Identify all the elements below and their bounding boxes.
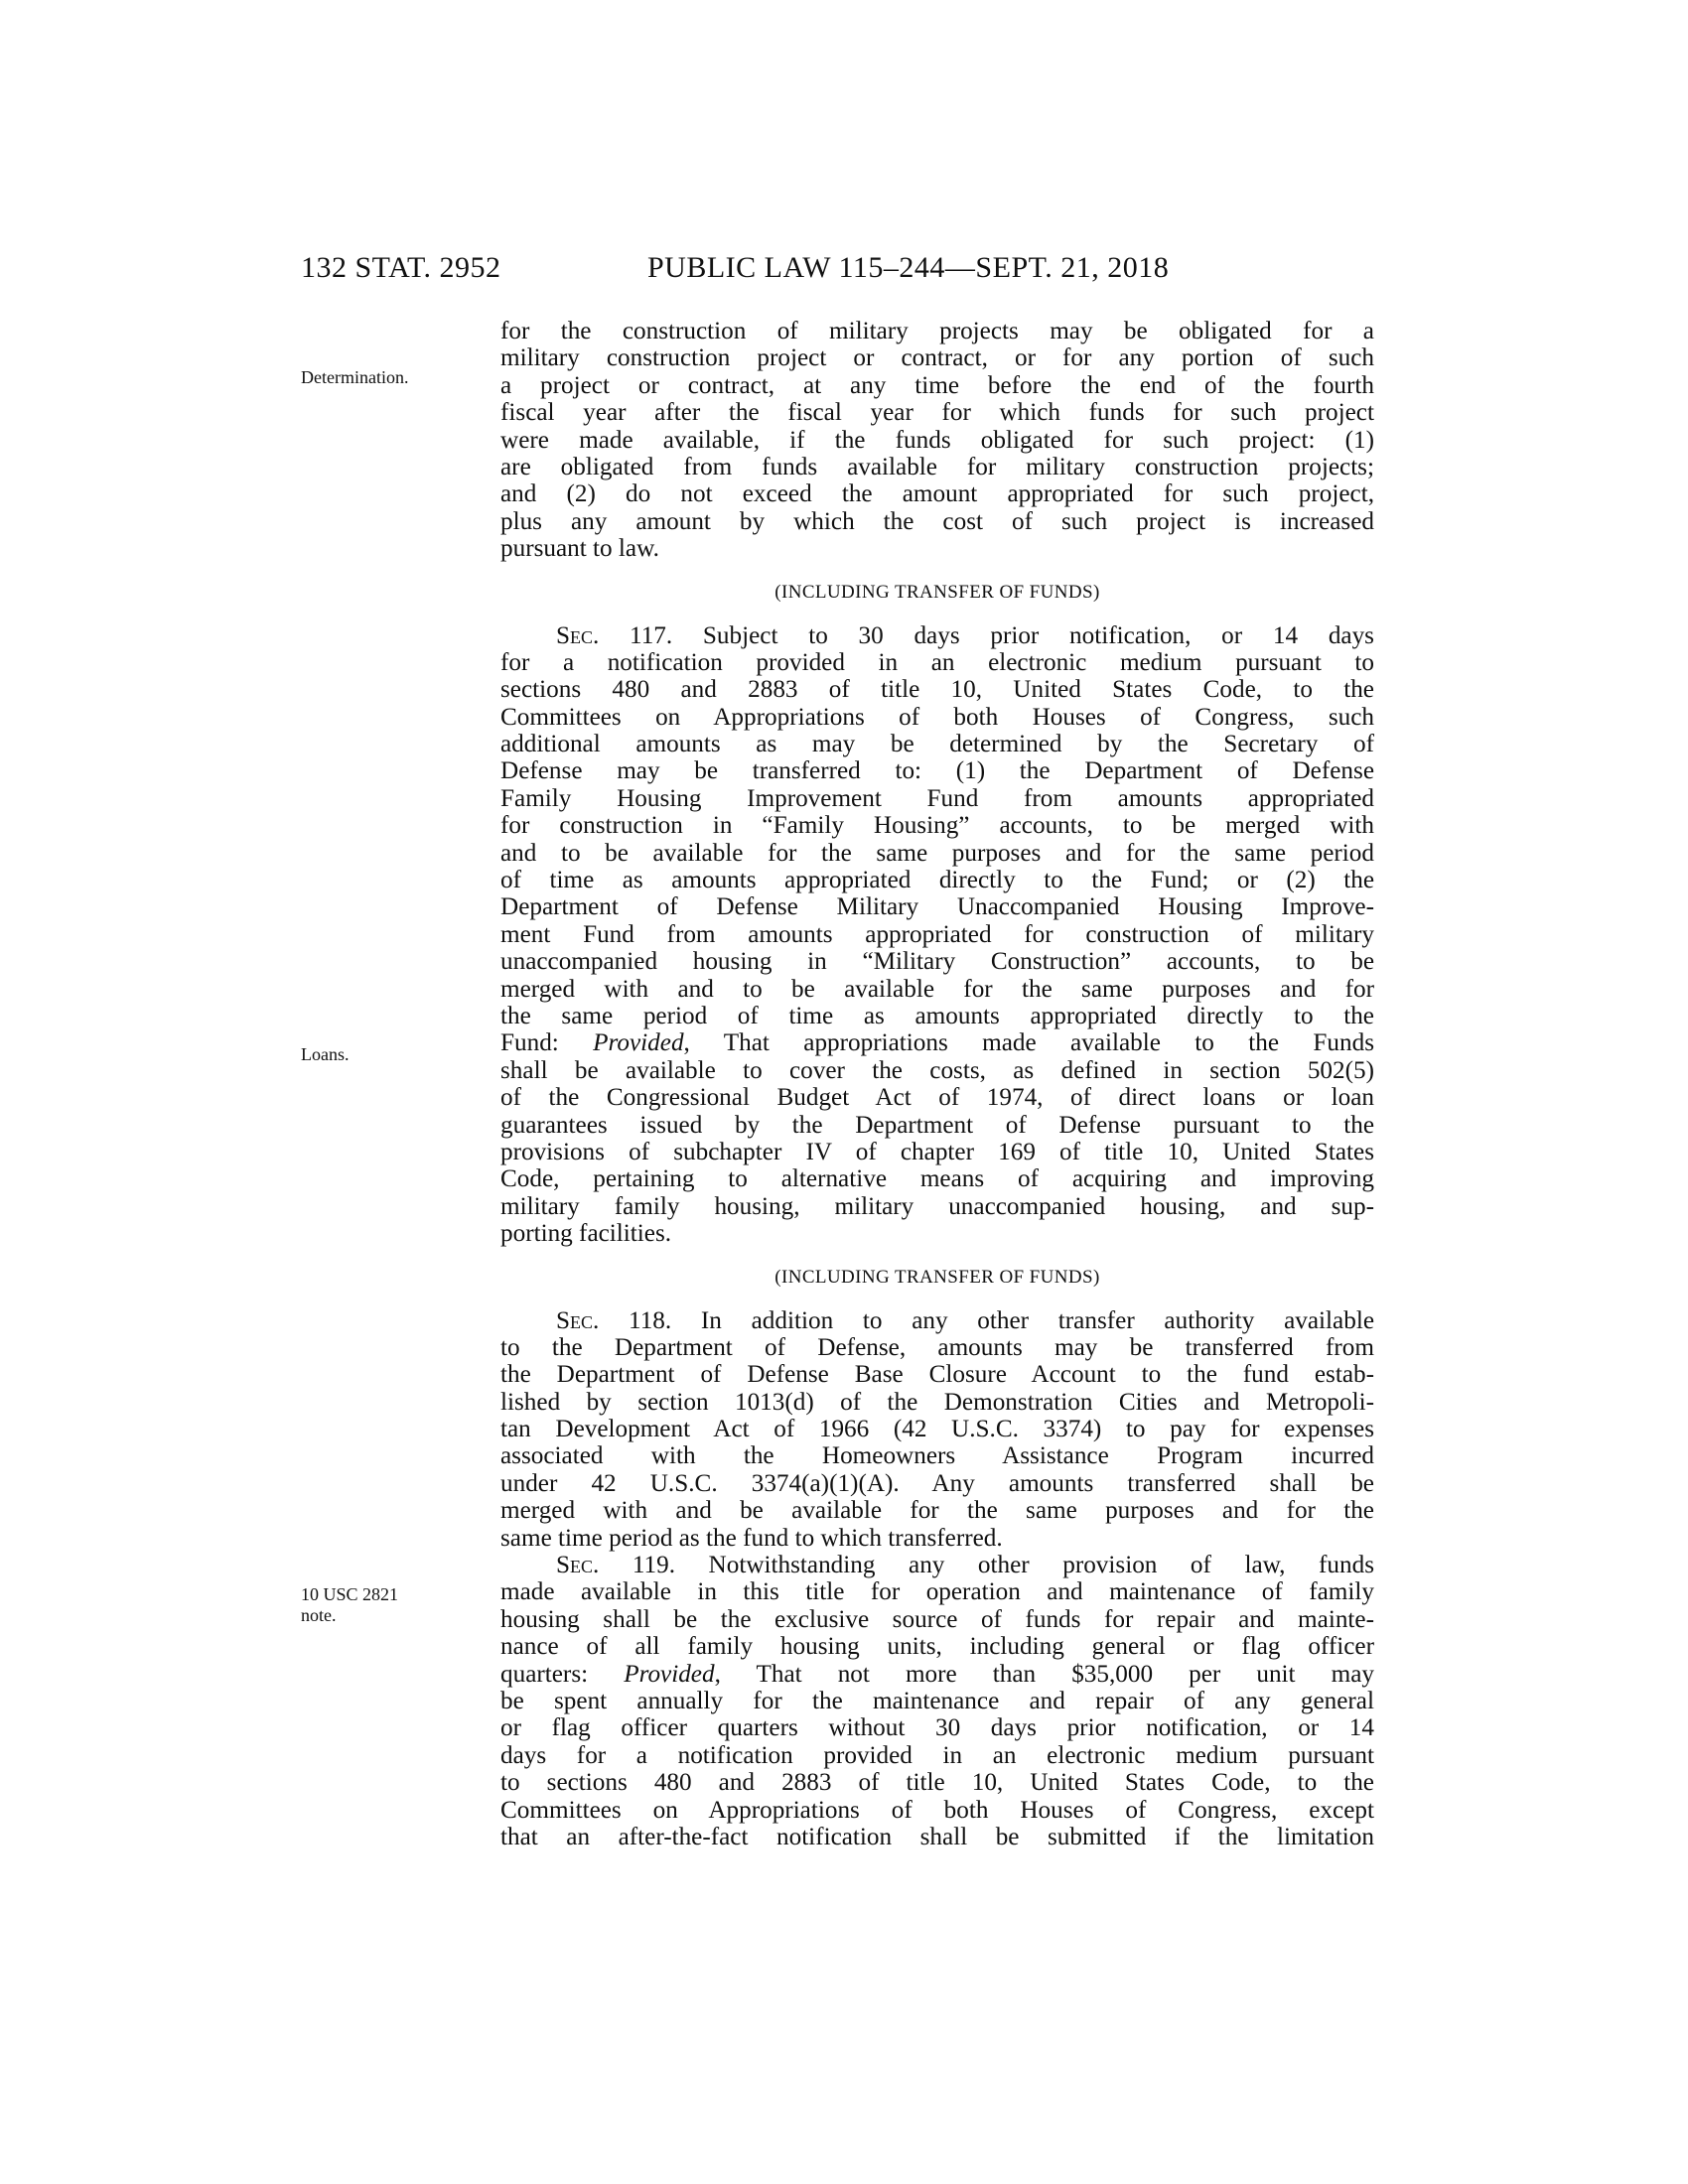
margin-note-determination: Determination. [301, 367, 409, 387]
text-line: merged with and to be available for the same purposes and for [500, 975, 1374, 1003]
text-line: unaccompanied housing in “Military Construction” accounts, to be [500, 948, 1374, 976]
paragraph-continuation [500, 318, 1374, 563]
text-line: that an after-the-fact notification shall be submitted if the limitation [500, 1823, 1374, 1850]
text-line: nance of all family housing units, including general or flag officer [500, 1633, 1374, 1661]
text-line: are obligated from funds available for military construction projects; [500, 453, 1374, 480]
text-line: pursuant to law. [500, 535, 659, 563]
section-heading: (INCLUDING TRANSFER OF FUNDS) [774, 581, 1100, 603]
text-line: to sections 480 and 2883 of title 10, United States Code, to the [500, 1769, 1374, 1797]
text-line: for a notification provided in an electronic medium pursuant to [500, 648, 1374, 676]
text-line: merged with and be available for the same purposes and for the [500, 1497, 1374, 1525]
text-line: Family Housing Improvement Fund from amounts appropriated [500, 784, 1374, 812]
text-line: Sec. 119. Notwithstanding any other provision of law, funds [556, 1552, 1374, 1579]
margin-note-usc [301, 1584, 470, 1626]
text-line: ment Fund from amounts appropriated for construction of military [500, 920, 1374, 948]
text-line: military construction project or contract, or for any portion of such [500, 344, 1374, 372]
text-line: of time as amounts appropriated directly to the Fund; or (2) the [500, 867, 1374, 894]
section-label: Sec [556, 1552, 594, 1579]
text-line: of the Congressional Budget Act of 1974, of direct loans or loan [500, 1084, 1374, 1112]
text-line: guarantees issued by the Department of Defense pursuant to the [500, 1111, 1374, 1139]
text-line: days for a notification provided in an electronic medium pursuant [500, 1741, 1374, 1769]
section-label: Sec [556, 1306, 594, 1334]
text-line: quarters: Provided, That not more than $35,000 per unit may [500, 1660, 1374, 1688]
text-line: tan Development Act of 1966 (42 U.S.C. 3374) to pay for expenses [500, 1416, 1374, 1443]
text-line: Defense may be transferred to: (1) the Department of Defense [500, 757, 1374, 785]
text-line: under 42 U.S.C. 3374(a)(1)(A). Any amounts transferred shall be [500, 1469, 1374, 1497]
text-line: Department of Defense Military Unaccompanied Housing Improve- [500, 893, 1374, 921]
text-line: and to be available for the same purposes and for the same period [500, 839, 1374, 867]
text-line: for the construction of military projects may be obligated for a [500, 318, 1374, 344]
text-line: additional amounts as may be determined by the Secretary of [500, 731, 1374, 758]
section-label: Sec [556, 621, 594, 649]
text-line: Fund: Provided, That appropriations made available to the Funds [500, 1029, 1374, 1057]
body-text [500, 318, 1374, 1850]
margin-note-usc-line2: note. [301, 1605, 337, 1625]
text-line: lished by section 1013(d) of the Demonstration Cities and Metropoli- [500, 1388, 1374, 1416]
text-line: the same period of time as amounts appropriated directly to the [500, 1002, 1374, 1029]
text-line: Sec. 118. In addition to any other transfer authority available [556, 1306, 1374, 1334]
text-line: housing shall be the exclusive source of funds for repair and mainte- [500, 1605, 1374, 1633]
page-number: 132 STAT. 2952 [301, 251, 501, 284]
text-line: Committees on Appropriations of both Houses of Congress, such [500, 703, 1374, 731]
section-117 [500, 622, 1374, 1248]
text-line: Code, pertaining to alternative means of acquiring and improving [500, 1165, 1374, 1193]
section-heading: (INCLUDING TRANSFER OF FUNDS) [774, 1266, 1100, 1288]
text-line: Sec. 117. Subject to 30 days prior notification, or 14 days [556, 621, 1374, 649]
section-118 [500, 1307, 1374, 1553]
margin-note-loans: Loans. [301, 1044, 350, 1064]
text-line: for construction in “Family Housing” accounts, to be merged with [500, 812, 1374, 840]
text-line: the Department of Defense Base Closure Account to the fund estab- [500, 1361, 1374, 1389]
text-line: fiscal year after the fiscal year for which funds for such project [500, 399, 1374, 427]
text-line: sections 480 and 2883 of title 10, United States Code, to the [500, 676, 1374, 704]
text-line: made available in this title for operation and maintenance of family [500, 1578, 1374, 1606]
provided-italic: Provided [624, 1660, 715, 1688]
running-head: PUBLIC LAW 115–244—SEPT. 21, 2018 [647, 251, 1170, 284]
text-line: be spent annually for the maintenance and repair of any general [500, 1687, 1374, 1714]
section-119 [500, 1552, 1374, 1850]
margin-note-usc-line1: 10 USC 2821 [301, 1584, 399, 1604]
text-line: Committees on Appropriations of both Houses of Congress, except [500, 1796, 1374, 1824]
text-line: a project or contract, at any time before the end of the fourth [500, 371, 1374, 399]
text-line: plus any amount by which the cost of such project is increased [500, 507, 1374, 535]
text-line: and (2) do not exceed the amount appropriated for such project, [500, 480, 1374, 508]
text-line: shall be available to cover the costs, as defined in section 502(5) [500, 1056, 1374, 1084]
text-line: same time period as the fund to which transferred. [500, 1524, 1003, 1552]
text-line: associated with the Homeowners Assistance Program incurred [500, 1442, 1374, 1470]
text-line: were made available, if the funds obligated for such project: (1) [500, 426, 1374, 454]
text-line: to the Department of Defense, amounts may be transferred from [500, 1333, 1374, 1361]
text-line: provisions of subchapter IV of chapter 169 of title 10, United States [500, 1138, 1374, 1165]
text-line: or flag officer quarters without 30 days prior notification, or 14 [500, 1714, 1374, 1742]
provided-italic: Provided [593, 1029, 684, 1057]
text-line: military family housing, military unaccompanied housing, and sup- [500, 1192, 1374, 1220]
text-line: porting facilities. [500, 1220, 672, 1248]
